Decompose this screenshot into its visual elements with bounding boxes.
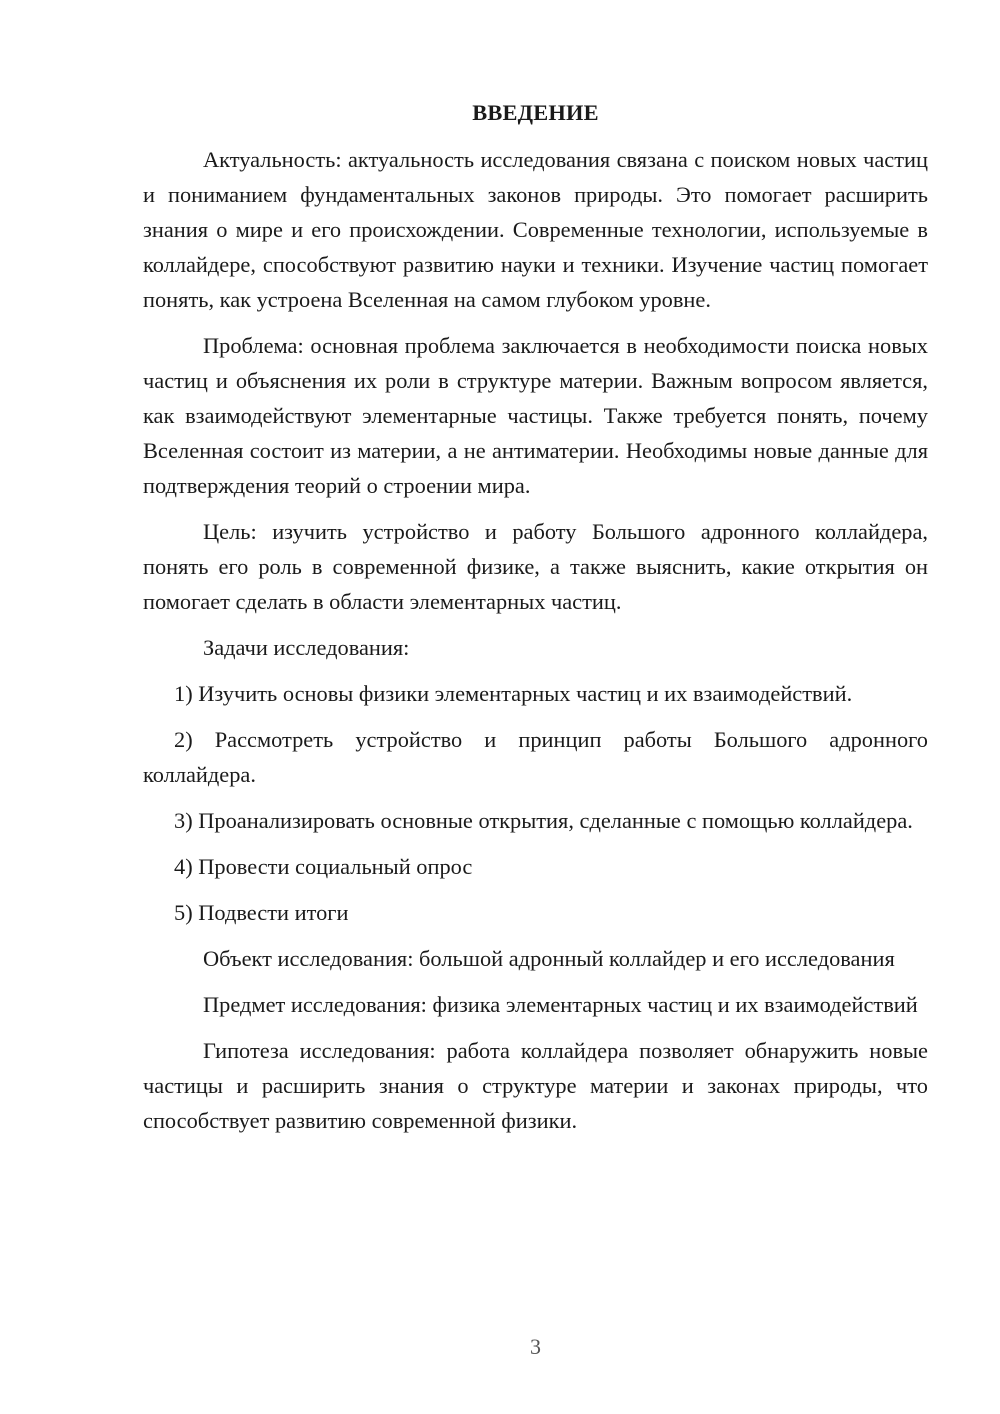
list-item: 2) Рассмотреть устройство и принцип работы Большого адронного коллайдера. [143,727,928,787]
tasks-heading: Задачи исследования: [203,635,410,660]
paragraph-problem: Проблема: основная проблема заключается в необходимости поиска новых частиц и объяснения их роли в структуре материи. Важным вопросом является, как взаимодействуют элементарные частицы. Также требуется понять, почему Вселенная состоит из материи, а не антиматерии. Необходимы новые данные для подтверждения теорий о строении мира. [143,333,928,498]
paragraph-goal: Цель: изучить устройство и работу Большого адронного коллайдера, понять его роль в современной физике, а также выяснить, какие открытия он помогает сделать в области элементарных частиц. [143,519,928,614]
paragraph-subject: Предмет исследования: физика элементарных частиц и их взаимодействий [203,992,918,1017]
list-item: 3) Проанализировать основные открытия, сделанные с помощью коллайдера. [174,808,913,833]
paragraph-relevance: Актуальность: актуальность исследования связана с поиском новых частиц и пониманием фундаментальных законов природы. Это помогает расширить знания о мире и его происхождении. Современные технологии, используемые в коллайдере, способствуют развитию науки и техники. Изучение частиц помогает понять, как устроена Вселенная на самом глубоком уровне. [143,147,928,312]
tasks-list [143,676,928,930]
document-page [143,95,928,1149]
list-item: 1) Изучить основы физики элементарных частиц и их взаимодействий. [174,681,853,706]
list-item: 4) Провести социальный опрос [174,854,473,879]
page-number: 3 [530,1334,541,1359]
paragraph-hypothesis: Гипотеза исследования: работа коллайдера позволяет обнаружить новые частицы и расширить знания о структуре материи и законах природы, что способствует развитию современной физики. [143,1038,928,1133]
page-title: ВВЕДЕНИЕ [472,100,599,125]
paragraph-object: Объект исследования: большой адронный коллайдер и его исследования [203,946,895,971]
list-item: 5) Подвести итоги [174,900,349,925]
